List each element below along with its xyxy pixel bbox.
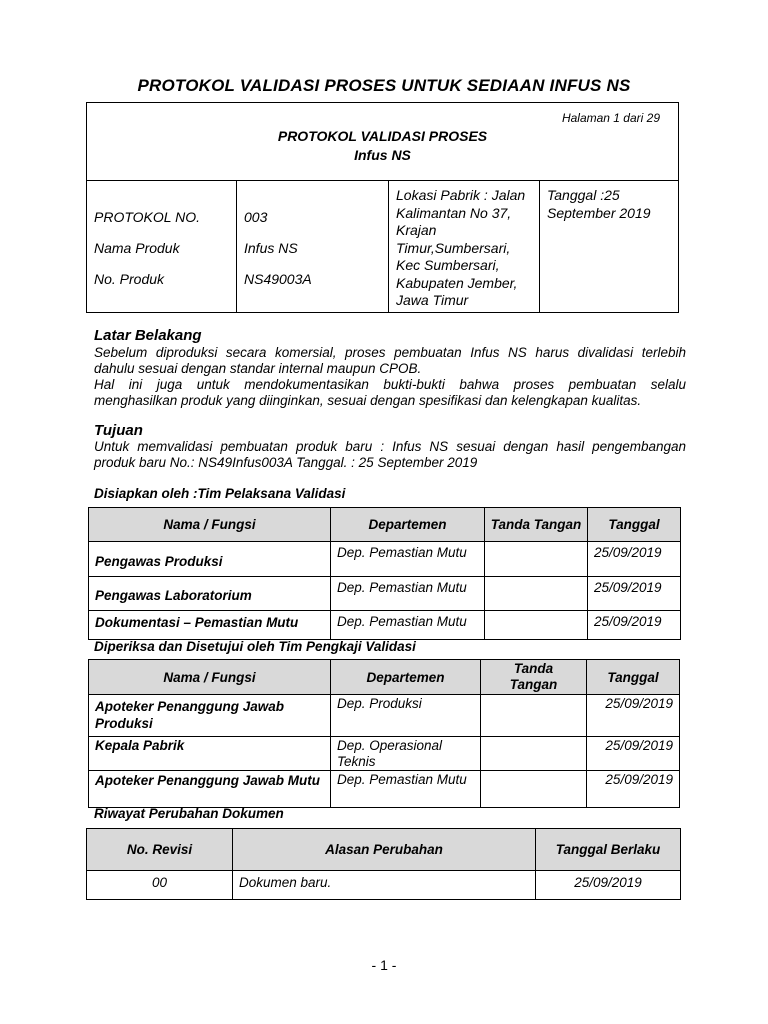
signature-cell xyxy=(481,695,587,737)
product-no-value: NS49003A xyxy=(244,271,312,287)
protocol-title-block xyxy=(87,127,678,165)
reviewer-date: 25/09/2019 xyxy=(587,737,680,771)
column-header: No. Revisi xyxy=(87,829,233,871)
table-row xyxy=(89,737,680,771)
approved-by-table xyxy=(88,659,680,808)
column-header: Nama / Fungsi xyxy=(89,660,331,695)
table-header-row xyxy=(89,508,681,542)
column-header: Alasan Perubahan xyxy=(233,829,536,871)
paragraph-line: produk baru No.: NS49Infus003A Tanggal. : 25 September 2019 xyxy=(94,455,478,470)
column-header: Tanggal Berlaku xyxy=(536,829,681,871)
paragraph-line: Untuk memvalidasi pembuatan produk baru : Infus NS sesuai dengan hasil pengembangan xyxy=(94,439,686,454)
product-name-label: Nama Produk xyxy=(94,240,180,256)
member-date: 25/09/2019 xyxy=(588,542,681,577)
page-info: Halaman 1 dari 29 xyxy=(561,111,660,125)
column-divider xyxy=(236,180,237,313)
location-line: Kabupaten Jember, xyxy=(396,274,518,291)
protocol-header-box xyxy=(86,102,679,313)
location-line: Jawa Timur xyxy=(396,292,469,308)
location-line: Kec Sumbersari, xyxy=(396,257,500,273)
protocol-title: PROTOKOL VALIDASI PROSES xyxy=(277,128,488,144)
reviewer-date: 25/09/2019 xyxy=(587,695,680,737)
signature-cell xyxy=(485,542,588,577)
prepared-by-label: Disiapkan oleh :Tim Pelaksana Validasi xyxy=(94,486,346,501)
revision-history-label: Riwayat Perubahan Dokumen xyxy=(94,806,284,821)
product-no-label: No. Produk xyxy=(94,271,165,287)
reviewer-name: Apoteker Penanggung Jawab Mutu xyxy=(89,771,331,808)
location-line: Timur,Sumbersari, xyxy=(396,239,511,256)
protocol-subtitle: Infus NS xyxy=(354,147,411,163)
table-header-row xyxy=(87,829,681,871)
column-header: Departemen xyxy=(331,508,485,542)
column-header: Tanggal xyxy=(587,660,680,695)
member-date: 25/09/2019 xyxy=(588,611,681,640)
paragraph-line: Sebelum diproduksi secara komersial, proses pembuatan Infus NS harus divalidasi terlebih xyxy=(94,345,686,360)
column-divider xyxy=(539,180,540,313)
reviewer-date: 25/09/2019 xyxy=(587,771,680,808)
date-line: Tanggal :25 xyxy=(547,187,620,203)
member-name: Pengawas Laboratorium xyxy=(89,577,331,611)
table-row xyxy=(89,695,680,737)
signature-cell xyxy=(485,611,588,640)
column-header: Departemen xyxy=(331,660,481,695)
page-number: - 1 - xyxy=(371,957,397,973)
reviewer-department: Dep. Operasional Teknis xyxy=(331,737,481,771)
column-divider xyxy=(388,180,389,313)
table-row xyxy=(87,871,681,900)
signature-cell xyxy=(481,771,587,808)
member-department: Dep. Pemastian Mutu xyxy=(331,542,485,577)
column-header: Nama / Fungsi xyxy=(89,508,331,542)
revision-reason: Dokumen baru. xyxy=(233,871,536,900)
member-date: 25/09/2019 xyxy=(588,577,681,611)
revision-history-table xyxy=(86,828,681,900)
table-row xyxy=(89,577,681,611)
column-header: Tanggal xyxy=(588,508,681,542)
table-row xyxy=(89,611,681,640)
paragraph-line: menghasilkan produk yang diinginkan, sesuai dengan spesifikasi dan kelengkapan kualitas. xyxy=(94,393,642,408)
reviewer-name: Apoteker Penanggung Jawab Produksi xyxy=(89,695,331,737)
section-heading-purpose: Tujuan xyxy=(94,422,143,439)
background-paragraph xyxy=(94,345,686,409)
column-header: Tanda Tangan xyxy=(481,660,587,695)
member-name: Pengawas Produksi xyxy=(89,542,331,577)
paragraph-line: dahulu sesuai dengan standar internal maupun CPOB. xyxy=(94,361,422,376)
member-department: Dep. Pemastian Mutu xyxy=(331,577,485,611)
member-name: Dokumentasi – Pemastian Mutu xyxy=(89,611,331,640)
reviewer-department: Dep. Pemastian Mutu xyxy=(331,771,481,808)
signature-cell xyxy=(481,737,587,771)
purpose-paragraph xyxy=(94,439,686,471)
revision-number: 00 xyxy=(87,871,233,900)
table-header-row xyxy=(89,660,680,695)
section-heading-background: Latar Belakang xyxy=(94,327,202,344)
paragraph-line: Hal ini juga untuk mendokumentasikan bukti-bukti bahwa proses pembuatan selalu xyxy=(94,377,686,392)
document-title: PROTOKOL VALIDASI PROSES UNTUK SEDIAAN INFUS NS xyxy=(137,76,631,95)
protocol-no-label: PROTOKOL NO. xyxy=(94,209,201,225)
reviewer-name: Kepala Pabrik xyxy=(89,737,331,771)
prepared-by-table xyxy=(88,507,681,640)
member-department: Dep. Pemastian Mutu xyxy=(331,611,485,640)
approved-by-label: Diperiksa dan Disetujui oleh Tim Pengkaji Validasi xyxy=(94,639,416,654)
table-row xyxy=(89,542,681,577)
factory-location xyxy=(396,187,536,310)
location-line: Krajan xyxy=(396,222,437,238)
header-divider xyxy=(87,180,678,181)
signature-cell xyxy=(485,577,588,611)
date-line: September 2019 xyxy=(547,204,651,221)
revision-date: 25/09/2019 xyxy=(536,871,681,900)
reviewer-department: Dep. Produksi xyxy=(331,695,481,737)
protocol-date xyxy=(547,187,651,222)
table-row xyxy=(89,771,680,808)
protocol-no-value: 003 xyxy=(244,209,268,225)
column-header: Tanda Tangan xyxy=(485,508,588,542)
location-line: Kalimantan No 37, xyxy=(396,204,512,221)
product-name-value: Infus NS xyxy=(244,240,298,256)
location-line: Lokasi Pabrik : Jalan xyxy=(396,187,526,203)
